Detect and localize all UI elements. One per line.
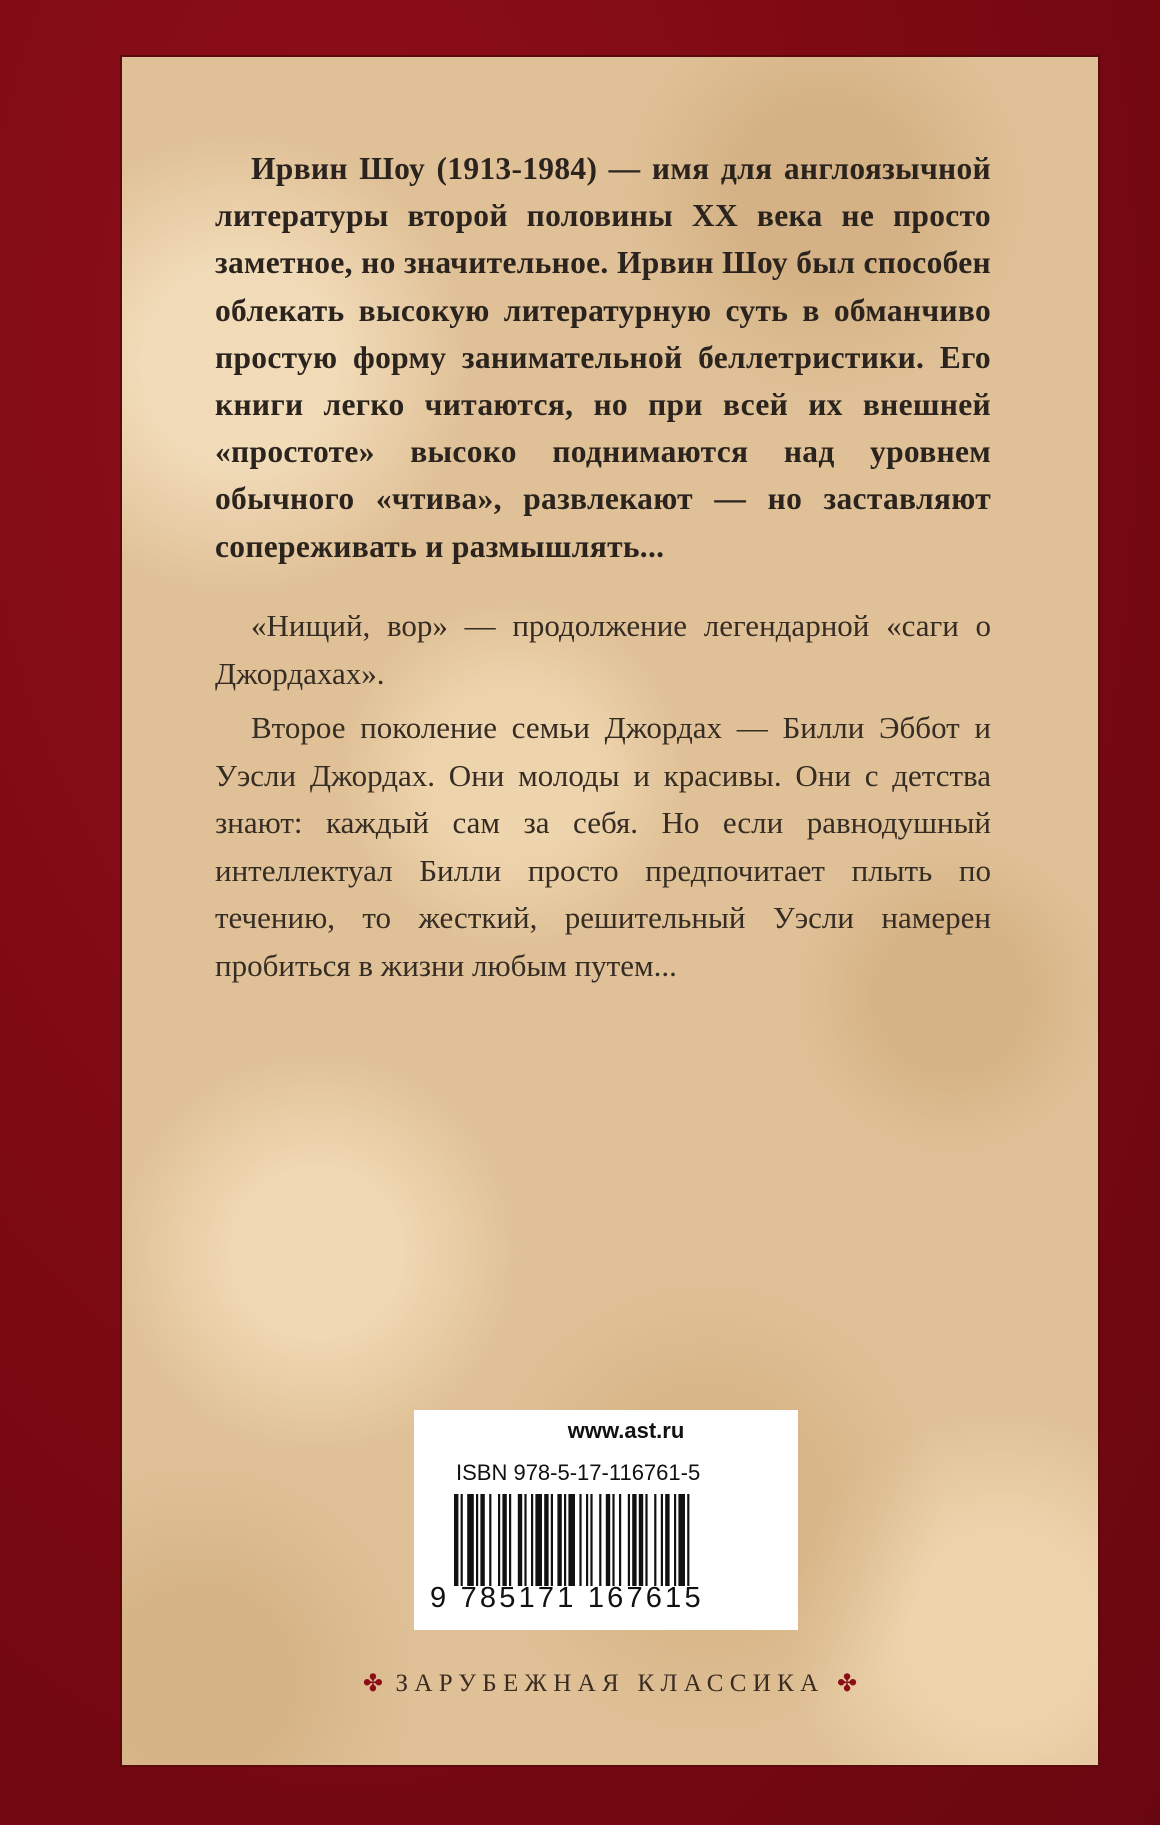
- barcode-digits: 9 785171 167615: [430, 1582, 704, 1614]
- publisher-website: www.ast.ru: [567, 1418, 685, 1443]
- parchment-panel: [120, 55, 1100, 1767]
- isbn-number: ISBN 978-5-17-116761-5: [456, 1460, 701, 1485]
- barcode-icon: [454, 1494, 754, 1586]
- series-title: [122, 1669, 1098, 1698]
- synopsis-paragraph-1: «Нищий, вор» — продолжение легендарной «саги о Джордахах».: [215, 608, 991, 691]
- ornament-right-icon: ✤: [837, 1671, 858, 1697]
- author-bio: [215, 145, 991, 570]
- book-synopsis: [215, 602, 991, 989]
- ornament-left-icon: ✤: [362, 1671, 383, 1697]
- synopsis-paragraph-2: Второе поколение семьи Джордах — Билли Эббот и Уэсли Джордах. Они молоды и красивы. Они с детства знают: каждый сам за себя. Но если равнодушный интеллектуал Билли просто предпочитает плыть по течению, то жесткий, решительный Уэсли намерен пробиться в жизни любым путем...: [215, 710, 991, 983]
- author-bio-paragraph: Ирвин Шоу (1913-1984) — имя для англоязычной литературы второй половины XX века не просто заметное, но значительное. Ирвин Шоу был способен облекать высокую литературную суть в обманчиво простую форму занимательной беллетристики. Его книги легко читаются, но при всей их внешней «простоте» высоко поднимаются над уровнем обычного «чтива», развлекают — но заставляют сопереживать и размышлять...: [215, 151, 991, 564]
- series-title-text: ЗАРУБЕЖНАЯ КЛАССИКА: [395, 1670, 825, 1697]
- isbn-barcode-label: [414, 1410, 798, 1630]
